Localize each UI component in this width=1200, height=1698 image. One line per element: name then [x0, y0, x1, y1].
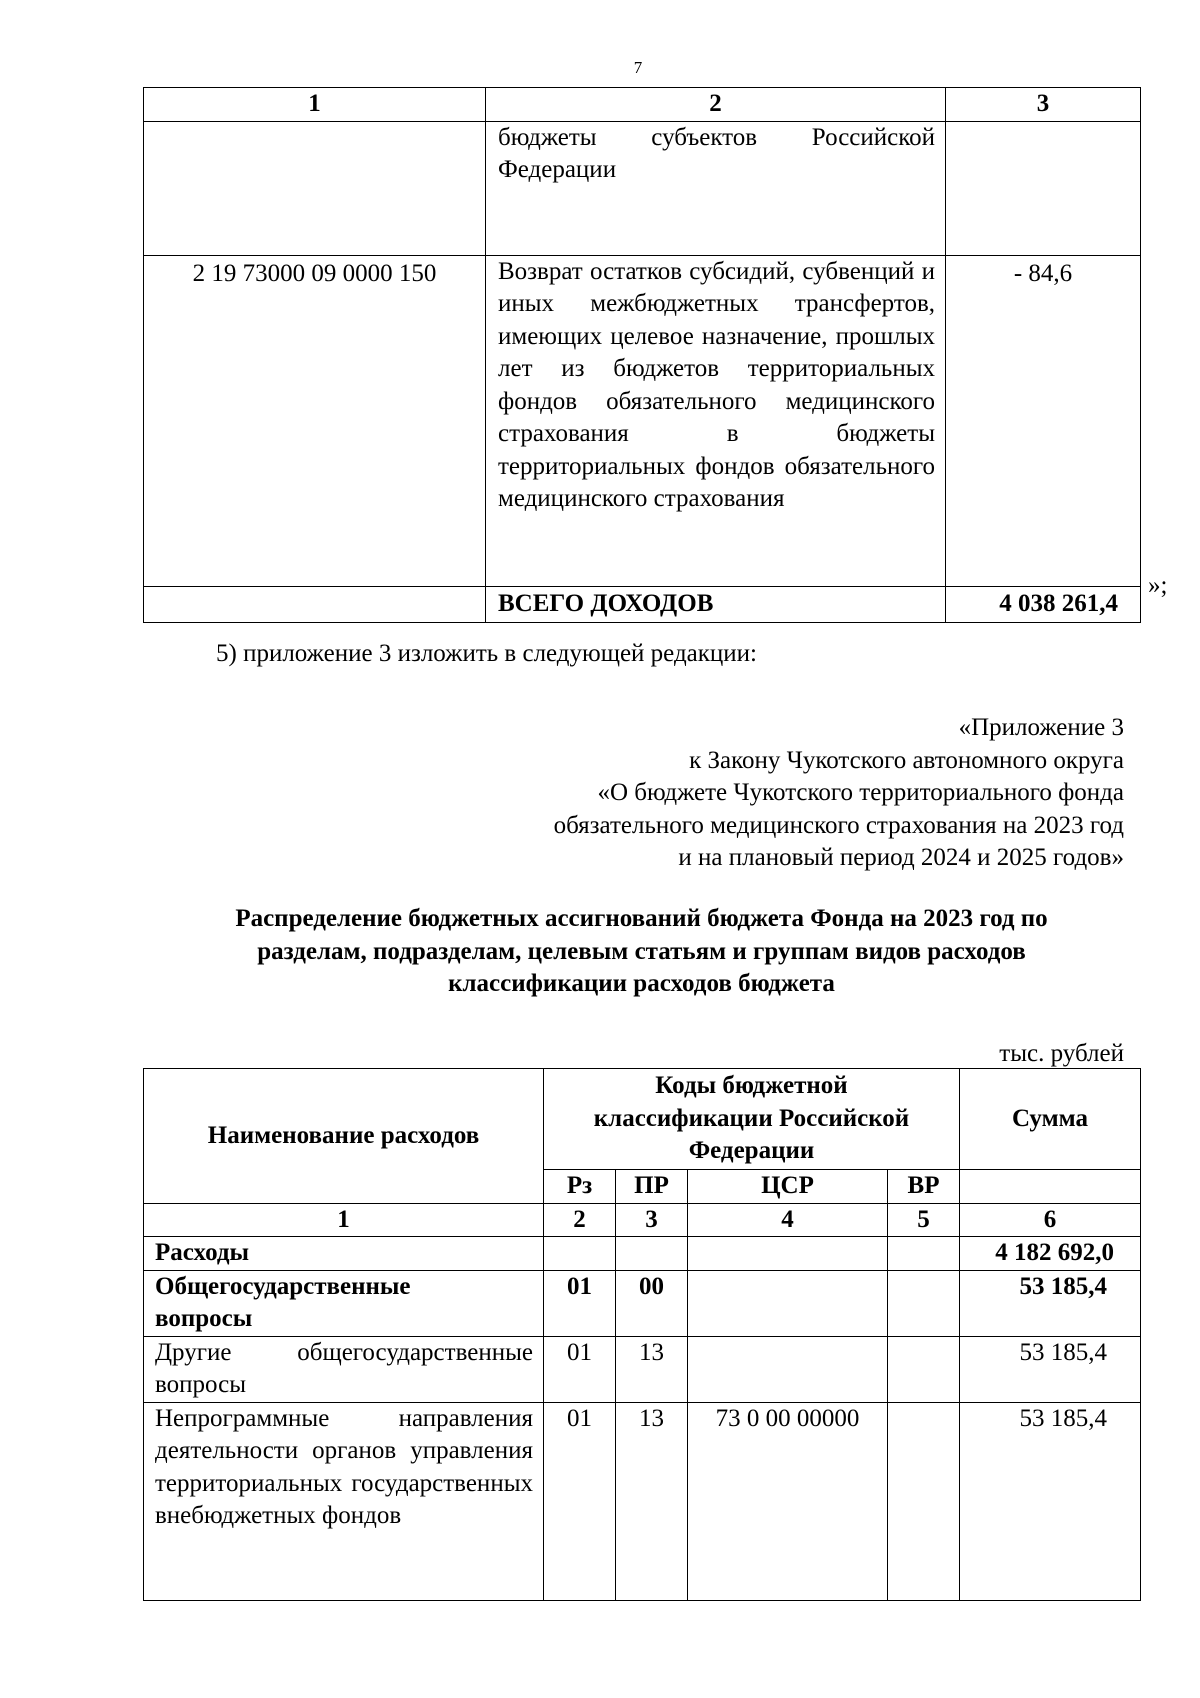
title-line: разделам, подразделам, целевым статьям и группам видов расходов: [257, 937, 1026, 965]
expense-rz: 01: [544, 1270, 616, 1336]
expense-sum: 53 185,4: [960, 1336, 1141, 1402]
expense-csr: 73 0 00 00000: [688, 1402, 888, 1600]
col-number: 5: [888, 1203, 960, 1237]
col-number: 6: [960, 1203, 1141, 1237]
header-name: Наименование расходов: [144, 1069, 544, 1204]
expense-name: Общегосударственные вопросы: [144, 1270, 544, 1336]
expense-pr: [616, 1237, 688, 1271]
expense-pr: 00: [616, 1270, 688, 1336]
units-label: тыс. рублей: [999, 1040, 1124, 1067]
table-header-row: [144, 1069, 1141, 1170]
expenses-table: [143, 1068, 1141, 1601]
expense-pr: 13: [616, 1402, 688, 1600]
expense-vr: [888, 1237, 960, 1271]
expense-rz: [544, 1237, 616, 1271]
appendix-heading: [554, 712, 1124, 875]
table-row: [144, 1270, 1141, 1336]
total-code-cell: [144, 586, 486, 622]
expense-name: Расходы: [144, 1237, 544, 1271]
table-row: [144, 255, 1141, 586]
appendix-line: «Приложение 3: [958, 714, 1124, 741]
header-sum-empty: [960, 1170, 1141, 1204]
revenue-table: [143, 87, 1141, 623]
table-row: [144, 1237, 1141, 1271]
header-csr: ЦСР: [688, 1170, 888, 1204]
table-row: [144, 1402, 1141, 1600]
header-col-2: 2: [486, 88, 946, 122]
closing-quote: »;: [1148, 572, 1168, 599]
appendix-line: обязательного медицинского страхования на 2023 год: [553, 811, 1124, 839]
appendix-line: и на плановый период 2024 и 2025 годов»: [678, 844, 1124, 871]
expense-sum: 53 185,4: [960, 1270, 1141, 1336]
appendix-line: «О бюджете Чукотского территориального фонда: [597, 779, 1124, 806]
col-number: 2: [544, 1203, 616, 1237]
col-number: 1: [144, 1203, 544, 1237]
expense-sum: 53 185,4: [960, 1402, 1141, 1600]
title-line: Распределение бюджетных ассигнований бюджета Фонда на 2023 год по: [235, 905, 1048, 932]
income-description: бюджеты субъектов Российской Федерации: [486, 121, 946, 255]
expense-vr: [888, 1270, 960, 1336]
expense-rz: 01: [544, 1336, 616, 1402]
header-vr: ВР: [888, 1170, 960, 1204]
section-title: [143, 903, 1140, 1001]
total-label: ВСЕГО ДОХОДОВ: [486, 586, 946, 622]
expense-csr: [688, 1237, 888, 1271]
table-row: [144, 1336, 1141, 1402]
expense-pr: 13: [616, 1336, 688, 1402]
expense-name: Другие общегосударственные вопросы: [144, 1336, 544, 1402]
total-row: [144, 586, 1141, 622]
expense-csr: [688, 1336, 888, 1402]
title-line: классификации расходов бюджета: [448, 970, 835, 997]
expense-vr: [888, 1402, 960, 1600]
table-header-row: [144, 88, 1141, 122]
income-description: Возврат остатков субсидий, субвенций и иных межбюджетных трансфертов, имеющих целевое назначение, прошлых лет из бюджетов территориальных фондов обязательного медицинского страхования в бюджеты территориальных фондов обязательного медицинского страхования: [486, 255, 946, 586]
table-row: [144, 121, 1141, 255]
page-number: 7: [633, 58, 643, 77]
header-pr: ПР: [616, 1170, 688, 1204]
amendment-paragraph: 5) приложение 3 изложить в следующей редакции:: [216, 640, 757, 667]
income-value: [946, 121, 1141, 255]
income-code: 2 19 73000 09 0000 150: [144, 255, 486, 586]
total-value: 4 038 261,4: [946, 586, 1141, 622]
col-number: 4: [688, 1203, 888, 1237]
expense-rz: 01: [544, 1402, 616, 1600]
header-sum: Сумма: [960, 1069, 1141, 1170]
expense-csr: [688, 1270, 888, 1336]
header-col-1: 1: [144, 88, 486, 122]
income-code: [144, 121, 486, 255]
expense-name: Непрограммные направления деятельности органов управления территориальных государственных внебюджетных фондов: [144, 1402, 544, 1600]
header-col-3: 3: [946, 88, 1141, 122]
col-number: 3: [616, 1203, 688, 1237]
expense-vr: [888, 1336, 960, 1402]
column-numbers-row: [144, 1203, 1141, 1237]
appendix-line: к Закону Чукотского автономного округа: [689, 746, 1124, 774]
expense-sum: 4 182 692,0: [960, 1237, 1141, 1271]
header-rz: Рз: [544, 1170, 616, 1204]
income-value: - 84,6: [946, 255, 1141, 586]
header-codes: Коды бюджетной классификации Российской Федерации: [544, 1069, 960, 1170]
